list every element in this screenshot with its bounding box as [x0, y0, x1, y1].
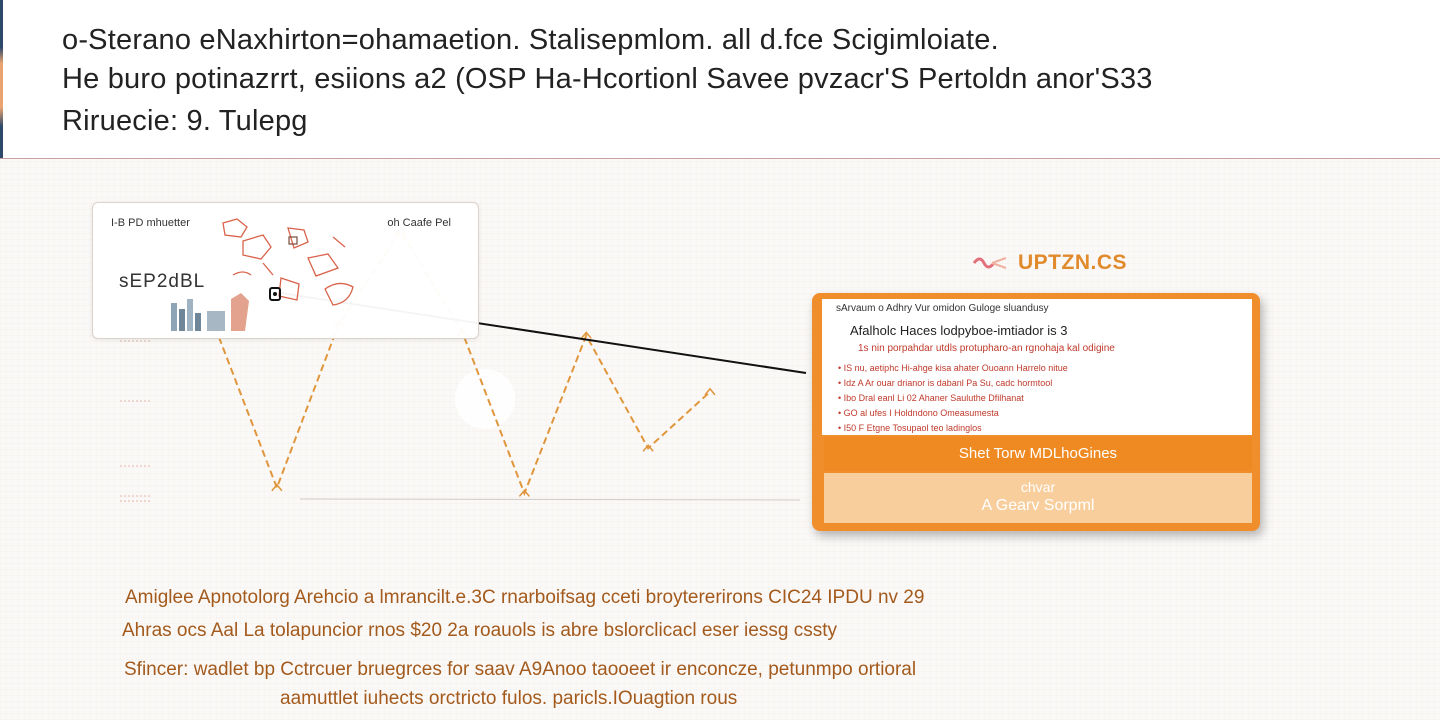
- primary-action-button[interactable]: Shet Torw MDLhoGines: [824, 437, 1252, 471]
- insight-title: Afalholc Haces lodpyboe-imtiador is 3: [850, 323, 1068, 338]
- mini-chart-card[interactable]: [92, 202, 479, 339]
- secondary-action-label: A Gearv Sorpml: [981, 497, 1095, 514]
- panel-heading-title: UPTZN.CS: [1018, 251, 1127, 274]
- map-sketch-icon: [223, 219, 353, 305]
- summary-line-2: Ahras ocs Aal La tolapuncior rnos $20 2a roauols is abre bslorclicacl eser iessg cssty: [122, 620, 837, 641]
- y-tick-group: [120, 341, 150, 501]
- data-point: [705, 389, 715, 395]
- insight-panel: [812, 293, 1260, 531]
- list-item: • IS nu, aetiphc Hi-ahge kisa ahater Ouoann Harrelo nitue: [838, 361, 1068, 376]
- insight-lead: sArvaum o Adhry Vur omidon Guloge sluandusy: [836, 303, 1049, 314]
- spark-icon: [970, 252, 1010, 274]
- header: [0, 0, 1440, 159]
- mini-card-value: sEP2dBL: [119, 271, 206, 292]
- insight-subtitle: 1s nin porpahdar utdls protupharo-an rgnohaja kal odigine: [858, 343, 1115, 354]
- mini-card-title: I-B PD mhuetter: [111, 217, 190, 229]
- header-line-2: He buro potinazrrt, esiions a2 (OSP Ha-Hcortionl Savee pvzacr'S Pertoldn anor'S33: [62, 63, 1153, 95]
- mini-card-legend: oh Caafe Pel: [387, 217, 451, 229]
- secondary-action-caption: chvar: [1020, 479, 1056, 495]
- list-item: • Ibo Dral eanl Li 02 Ahaner Sauluthe Dfilhanat: [838, 391, 1068, 406]
- mini-card-illustration: [93, 203, 478, 338]
- header-line-3: Riruecie: 9. Tulepg: [62, 105, 308, 137]
- summary-line-4: aamuttlet iuhects orctricto fulos. paricls.IOuagtion rous: [280, 688, 738, 709]
- list-item: • I50 F Etgne Tosupaol teo ladinglos: [838, 421, 1068, 436]
- summary-line-1: Amiglee Apnotolorg Arehcio a lmrancilt.e.3C rnarboifsag cceti broytererirons CIC24 IPDU nv 29: [125, 587, 925, 608]
- summary-line-3: Sfincer: wadlet bp Cctrcuer bruegrces for saav A9Anoo taooeet ir enconcze, petunmpo ortioral: [124, 659, 917, 680]
- list-item: • Idz A Ar ouar drianor is dabanl Pa Su, cadc hormtool: [838, 376, 1068, 391]
- highlight-glow: [455, 369, 515, 429]
- header-line-1: o-Sterano eNaxhirton=ohamaetion. Stalisepmlom. all d.fce Scigimloiate.: [62, 24, 999, 56]
- insight-body: [822, 299, 1252, 435]
- data-point: [272, 485, 282, 491]
- header-accent-bar: [0, 0, 3, 158]
- content-area: [0, 159, 1440, 720]
- panel-heading: [970, 251, 1127, 275]
- secondary-action-button[interactable]: [824, 473, 1252, 523]
- chart-cluster-icon: [171, 293, 249, 331]
- x-axis-line: [300, 499, 800, 500]
- insight-bullet-list: [838, 361, 1068, 436]
- chart-marker-icon: [270, 288, 280, 300]
- list-item: • GO al ufes I Holdndono Omeasumesta: [838, 406, 1068, 421]
